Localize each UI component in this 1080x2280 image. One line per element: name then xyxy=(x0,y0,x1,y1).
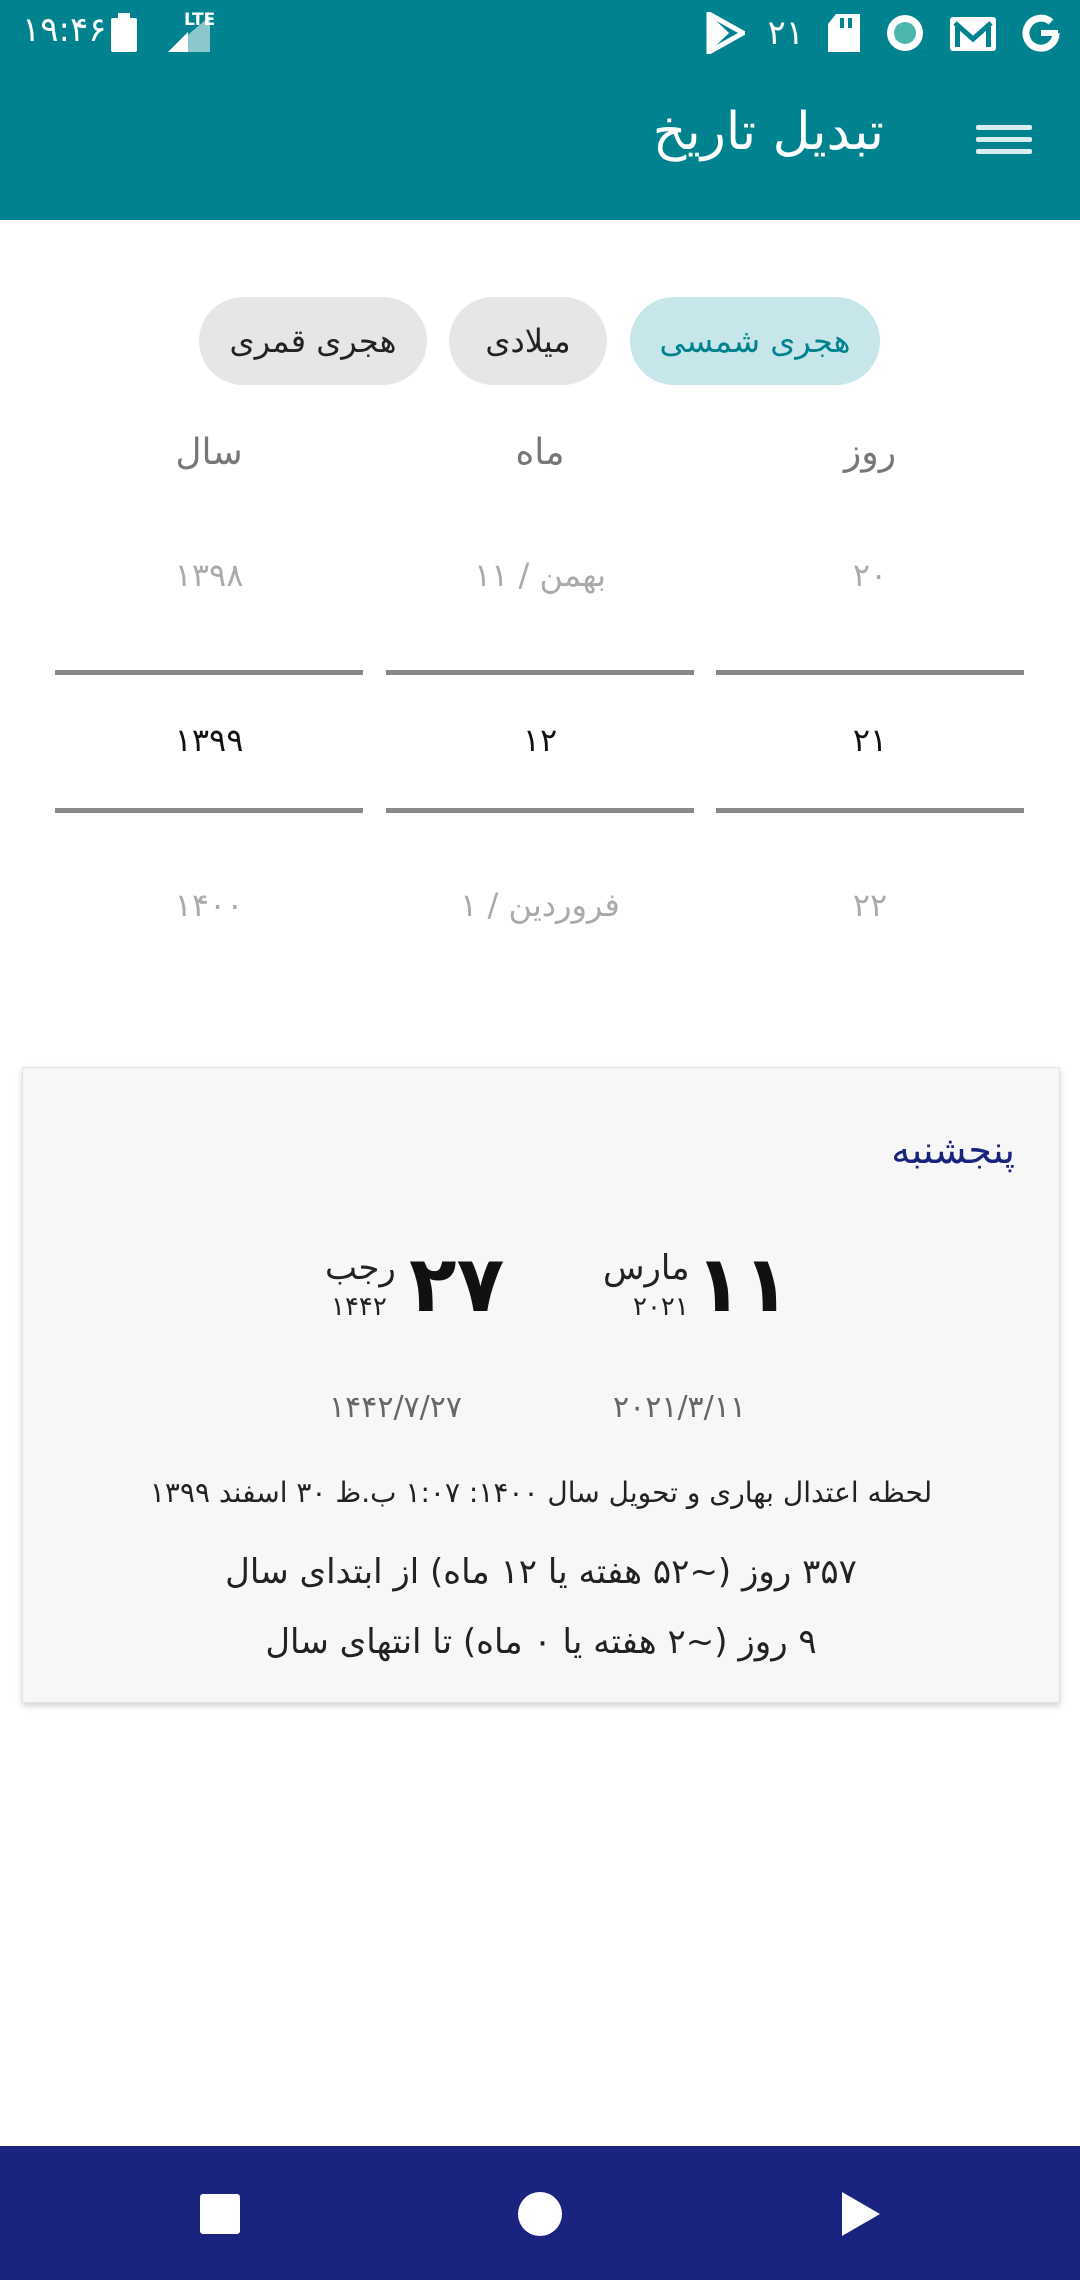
year-current[interactable]: ۱۳۹۹ xyxy=(174,721,244,759)
gregorian-day: ۱۱ xyxy=(695,1240,791,1330)
month-prev[interactable]: بهمن / ۱۱ xyxy=(473,556,606,594)
day-current[interactable]: ۲۱ xyxy=(852,721,888,759)
chip-gregorian[interactable]: میلادی xyxy=(449,297,607,385)
month-column-header: ماه xyxy=(515,432,565,473)
hijri-day: ۲۷ xyxy=(409,1240,505,1330)
gmail-icon xyxy=(948,13,998,53)
day-divider-top xyxy=(716,670,1024,675)
hijri-year: ۱۴۴۲ xyxy=(331,1292,387,1322)
year-divider-bottom xyxy=(55,808,363,813)
day-prev[interactable]: ۲۰ xyxy=(852,556,888,594)
days-until-end: ۹ روز (~۲ هفته یا ۰ ماه) تا انتهای سال xyxy=(265,1622,817,1662)
status-right-icons xyxy=(705,8,1062,58)
page-title: تبدیل تاریخ xyxy=(652,102,884,162)
app-bar xyxy=(0,66,1080,220)
year-column-header: سال xyxy=(175,432,243,473)
lte-label: LTE xyxy=(184,10,216,30)
result-card xyxy=(22,1067,1060,1703)
battery-icon xyxy=(108,12,174,52)
navigation-bar xyxy=(0,2146,1080,2280)
day-column-header: روز xyxy=(843,432,897,473)
notification-number: ۲۱ xyxy=(767,13,804,53)
days-since-start: ۳۵۷ روز (~۵۲ هفته یا ۱۲ ماه) از ابتدای سال xyxy=(225,1552,857,1592)
month-next[interactable]: فروردین / ۱ xyxy=(460,886,620,924)
signal-icon xyxy=(166,10,214,56)
chip-persian-solar[interactable]: هجری شمسی xyxy=(630,297,880,385)
status-time: ۱۹:۴۶ xyxy=(22,10,107,50)
equinox-text: لحظه اعتدال بهاری و تحویل سال ۱۴۰۰: ۱:۰۷ ب.ظ ۳۰ اسفند ۱۳۹۹ xyxy=(149,1476,933,1509)
day-next[interactable]: ۲۲ xyxy=(852,886,888,924)
gregorian-month: مارس xyxy=(603,1248,690,1288)
play-store-icon xyxy=(705,12,745,54)
month-current[interactable]: ۱۲ xyxy=(522,721,558,759)
record-icon xyxy=(884,12,926,54)
gregorian-date: ۲۰۲۱/۳/۱۱ xyxy=(613,1390,747,1425)
sd-card-icon xyxy=(826,12,862,54)
menu-icon[interactable] xyxy=(976,118,1032,168)
weekday-label: پنجشنبه xyxy=(891,1128,1015,1172)
year-prev[interactable]: ۱۳۹۸ xyxy=(174,556,244,594)
hijri-month: رجب xyxy=(325,1248,396,1288)
status-bar xyxy=(0,0,1080,66)
month-divider-top xyxy=(386,670,694,675)
home-icon[interactable] xyxy=(516,2190,564,2238)
year-divider-top xyxy=(55,670,363,675)
month-divider-bottom xyxy=(386,808,694,813)
recents-icon[interactable] xyxy=(198,2192,242,2236)
gregorian-year: ۲۰۲۱ xyxy=(633,1292,689,1322)
hijri-date: ۱۴۴۲/۷/۲۷ xyxy=(329,1390,463,1425)
google-icon xyxy=(1020,12,1062,54)
year-next[interactable]: ۱۴۰۰ xyxy=(174,886,244,924)
chip-hijri-lunar[interactable]: هجری قمری xyxy=(199,297,427,385)
back-icon[interactable] xyxy=(838,2190,882,2238)
day-divider-bottom xyxy=(716,808,1024,813)
